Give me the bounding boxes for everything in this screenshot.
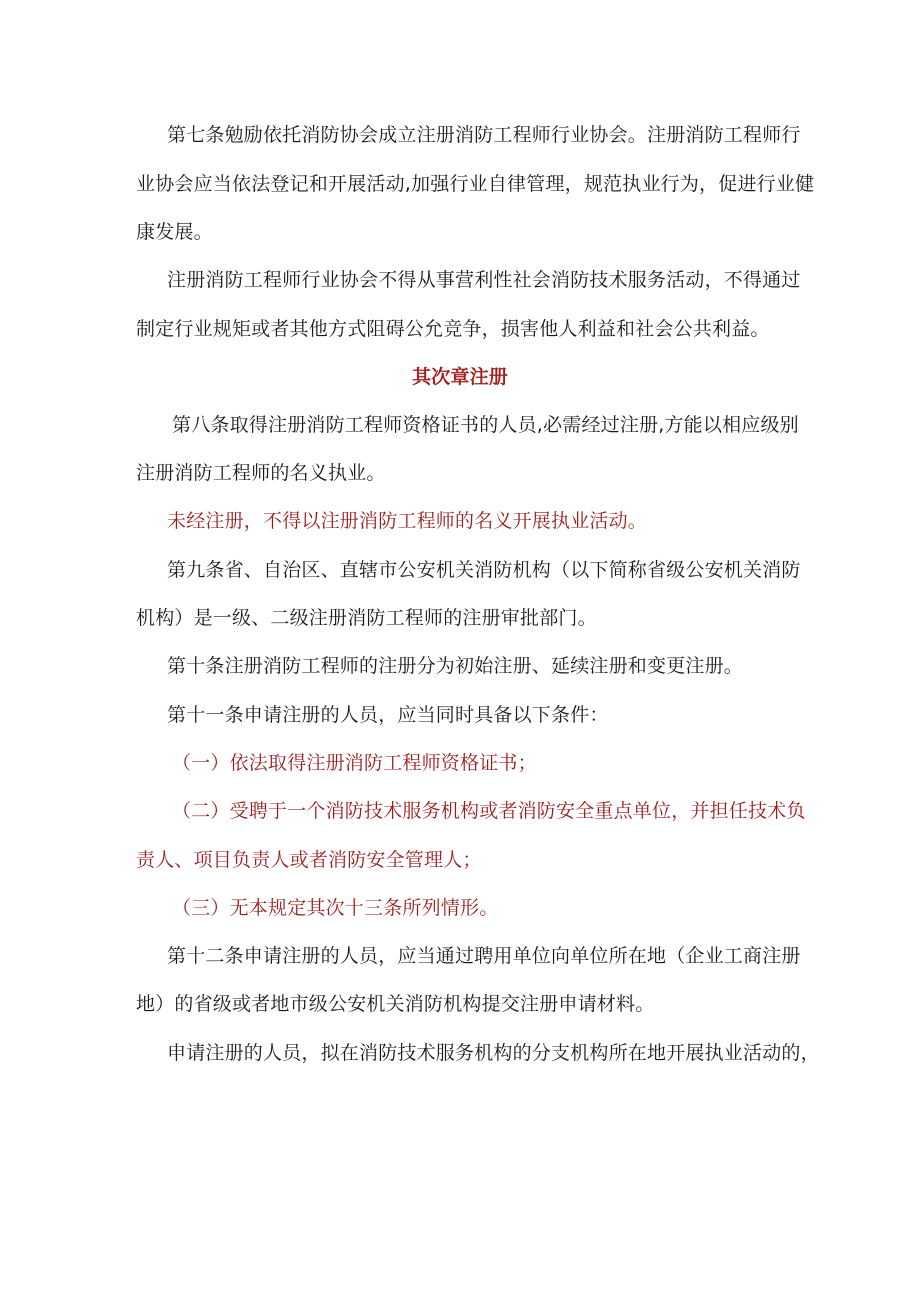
article-12-line-2: 地）的省级或者地市级公安机关消防机构提交注册申请材料。	[136, 993, 655, 1015]
condition-2-line-2: 责人、项目负责人或者消防安全管理人；	[136, 849, 482, 871]
chapter-heading: 其次章注册	[411, 366, 508, 388]
article-9-line-2: 机构）是一级、二级注册消防工程师的注册审批部门。	[136, 607, 597, 629]
article-10: 第十条注册消防工程师的注册分为初始注册、延续注册和变更注册。	[167, 655, 744, 677]
article-7-line-2: 业协会应当依法登记和开展活动,加强行业自律管理，规范执业行为，促进行业健	[136, 173, 815, 195]
article-7-para-2-line-2: 制定行业规矩或者其他方式阻碍公允竞争，损害他人利益和社会公共利益。	[136, 318, 770, 340]
condition-1: （一）依法取得注册消防工程师资格证书；	[172, 752, 537, 774]
article-12-line-1: 第十二条申请注册的人员，应当通过聘用单位向单位所在地（企业工商注册	[167, 945, 801, 967]
article-9-line-1: 第九条省、自治区、直辖市公安机关消防机构（以下简称省级公安机关消防	[167, 559, 801, 581]
article-11: 第十一条申请注册的人员，应当同时具备以下条件：	[167, 704, 609, 726]
article-8-line-2: 注册消防工程师的名义执业。	[136, 462, 386, 484]
article-7-line-3: 康发展。	[136, 221, 213, 243]
article-8-line-1: 第八条取得注册消防工程师资格证书的人员,必需经过注册,方能以相应级别	[172, 414, 799, 436]
article-8-para-2: 未经注册，不得以注册消防工程师的名义开展执业活动。	[167, 510, 648, 532]
condition-2-line-1: （二）受聘于一个消防技术服务机构或者消防安全重点单位，并担任技术负	[172, 800, 806, 822]
article-7-line-1: 第七条勉励依托消防协会成立注册消防工程师行业协会。注册消防工程师行	[167, 124, 801, 146]
condition-3: （三）无本规定其次十三条所列情形。	[172, 897, 499, 919]
article-7-para-2-line-1: 注册消防工程师行业协会不得从事营利性社会消防技术服务活动，不得通过	[167, 269, 801, 291]
article-12-para-2-line-1: 申请注册的人员，拟在消防技术服务机构的分支机构所在地开展执业活动的，	[167, 1042, 820, 1064]
